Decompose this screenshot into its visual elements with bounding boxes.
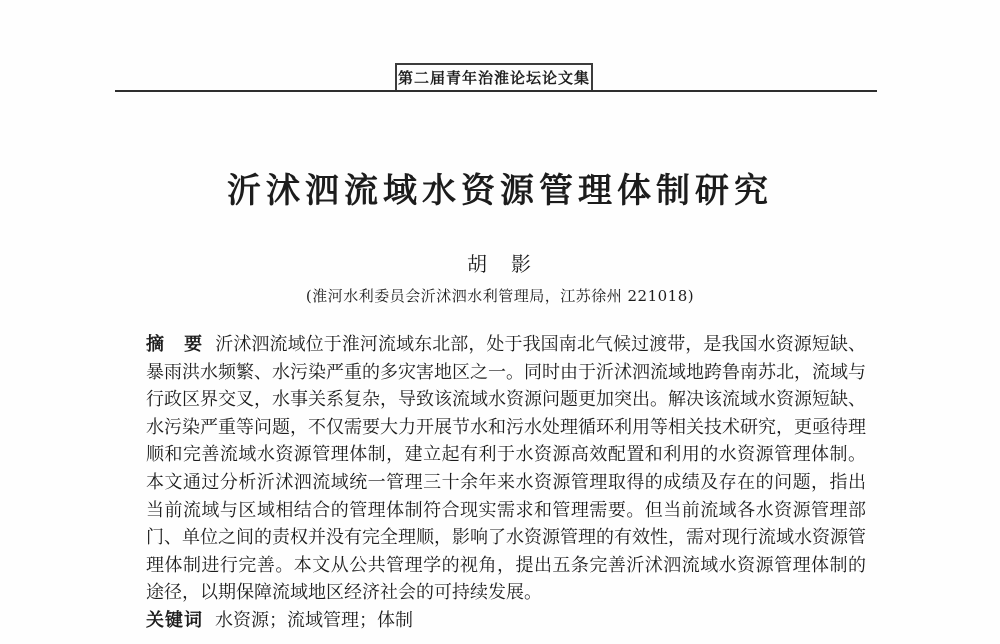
author-name: 胡 影 [467, 252, 533, 276]
abstract-line: 本文通过分析沂沭泗流域统一管理三十余年来水资源管理取得的成绩及存在的问题，指出 [146, 471, 866, 493]
abstract-text: 沂沭泗流域位于淮河流域东北部，处于我国南北气候过渡带，是我国水资源短缺、 [215, 334, 867, 355]
header-divider-line [115, 90, 877, 92]
abstract-label: 摘 要 [146, 334, 204, 355]
proceedings-badge: 第二届青年治淮论坛论文集 [395, 63, 593, 92]
paper-title: 沂沭泗流域水资源管理体制研究 [227, 171, 773, 211]
abstract-section [146, 331, 866, 635]
abstract-line: 暴雨洪水频繁、水污染严重的多灾害地区之一。同时由于沂沭泗流域地跨鲁南苏北，流域与 [146, 361, 866, 383]
abstract-line: 顺和完善流域水资源管理体制，建立起有利于水资源高效配置和利用的水资源管理体制。 [146, 444, 866, 466]
abstract-line: 理体制进行完善。本文从公共管理学的视角，提出五条完善沂沭泗流域水资源管理体制的 [146, 554, 866, 576]
abstract-line: 水污染严重等问题，不仅需要大力开展节水和污水处理循环利用等相关技术研究，更亟待理 [146, 416, 866, 438]
author-affiliation: (淮河水利委员会沂沭泗水利管理局，江苏徐州 221018) [305, 287, 695, 305]
abstract-line: 行政区界交叉，水事关系复杂，导致该流域水资源问题更加突出。解决该流域水资源短缺、 [146, 389, 866, 411]
abstract-line: 途径，以期保障流域地区经济社会的可持续发展。 [146, 582, 542, 604]
abstract-line: 当前流域与区域相结合的管理体制符合现实需求和管理需要。但当前流域各水资源管理部 [146, 499, 866, 521]
keywords-label: 关键词 [146, 609, 203, 631]
keywords-line [146, 607, 866, 635]
abstract-line: 门、单位之间的责权并没有完全理顺，影响了水资源管理的有效性，需对现行流域水资源管 [146, 527, 866, 549]
keywords-text: 水资源；流域管理；体制 [215, 609, 413, 631]
abstract-line [146, 331, 866, 359]
